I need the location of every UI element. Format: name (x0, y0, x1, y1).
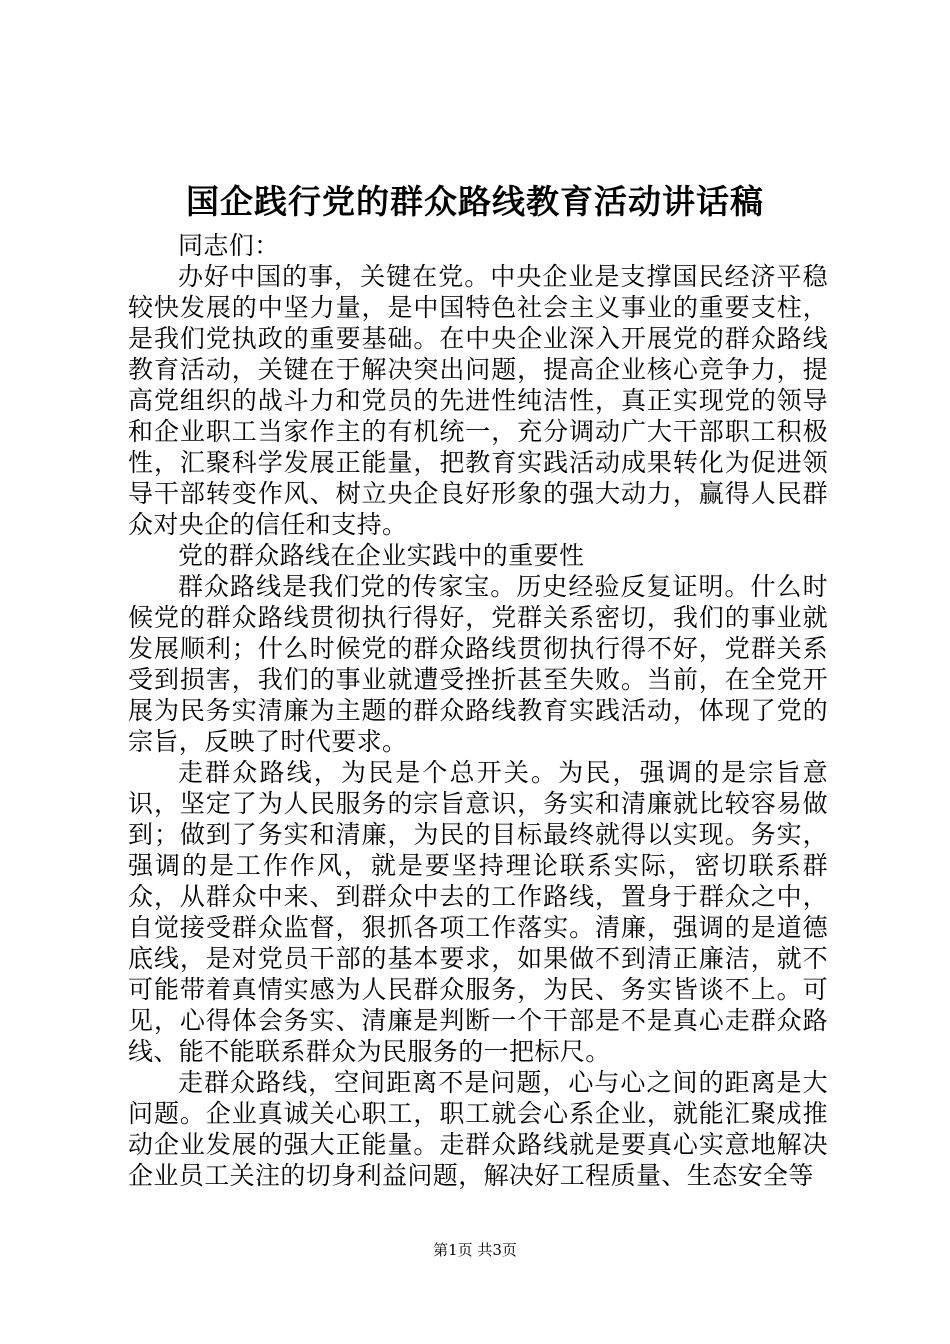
salutation: 同志们： (178, 231, 280, 260)
document-body (128, 230, 828, 1191)
document-title: 国企践行党的群众路线教育活动讲话稿 (186, 182, 764, 221)
paragraph: 办好中国的事，关键在党。中央企业是支撑国民经济平稳较快发展的中坚力量，是中国特色社会主义事业的重要支柱，是我们党执政的重要基础。在中央企业深入开展党的群众路线教育活动，关键在于解决突出问题，提高企业核心竞争力，提高党组织的战斗力和党员的先进性纯洁性，真正实现党的领导和企业职工当家作主的有机统一，充分调动广大干部职工积极性，汇聚科学发展正能量，把教育实践活动成果转化为促进领导干部转变作风、树立央企良好形象的强大动力，赢得人民群众对央企的信任和支持。 (128, 262, 828, 539)
paragraph: 走群众路线，为民是个总开关。为民，强调的是宗旨意识，坚定了为人民服务的宗旨意识，务实和清廉就比较容易做到；做到了务实和清廉，为民的目标最终就得以实现。务实，强调的是工作作风，就是要坚持理论联系实际，密切联系群众，从群众中来、到群众中去的工作路线，置身于群众之中，自觉接受群众监督，狠抓各项工作落实。清廉，强调的是道德底线，是对党员干部的基本要求，如果做不到清正廉洁，就不可能带着真情实感为人民群众服务，为民、务实皆谈不上。可见，心得体会务实、清廉是判断一个干部是不是真心走群众路线、能不能联系群众为民服务的一把标尺。 (128, 758, 828, 1066)
paragraph: 走群众路线，空间距离不是问题，心与心之间的距离是大问题。企业真诚关心职工，职工就会心系企业，就能汇聚成推动企业发展的强大正能量。走群众路线就是要真心实意地解决企业员工关注的切身利益问题，解决好工程质量、生态安全等 (128, 1068, 828, 1190)
page-number-footer: 第1页 共3页 (433, 1241, 517, 1259)
section-heading: 党的群众路线在企业实践中的重要性 (178, 541, 585, 570)
paragraph: 群众路线是我们党的传家宝。历史经验反复证明。什么时候党的群众路线贯彻执行得好，党群关系密切，我们的事业就发展顺利；什么时候党的群众路线贯彻执行得不好，党群关系受到损害，我们的事业就遭受挫折甚至失败。当前，在全党开展为民务实清廉为主题的群众路线教育实践活动，体现了党的宗旨，反映了时代要求。 (128, 572, 828, 756)
